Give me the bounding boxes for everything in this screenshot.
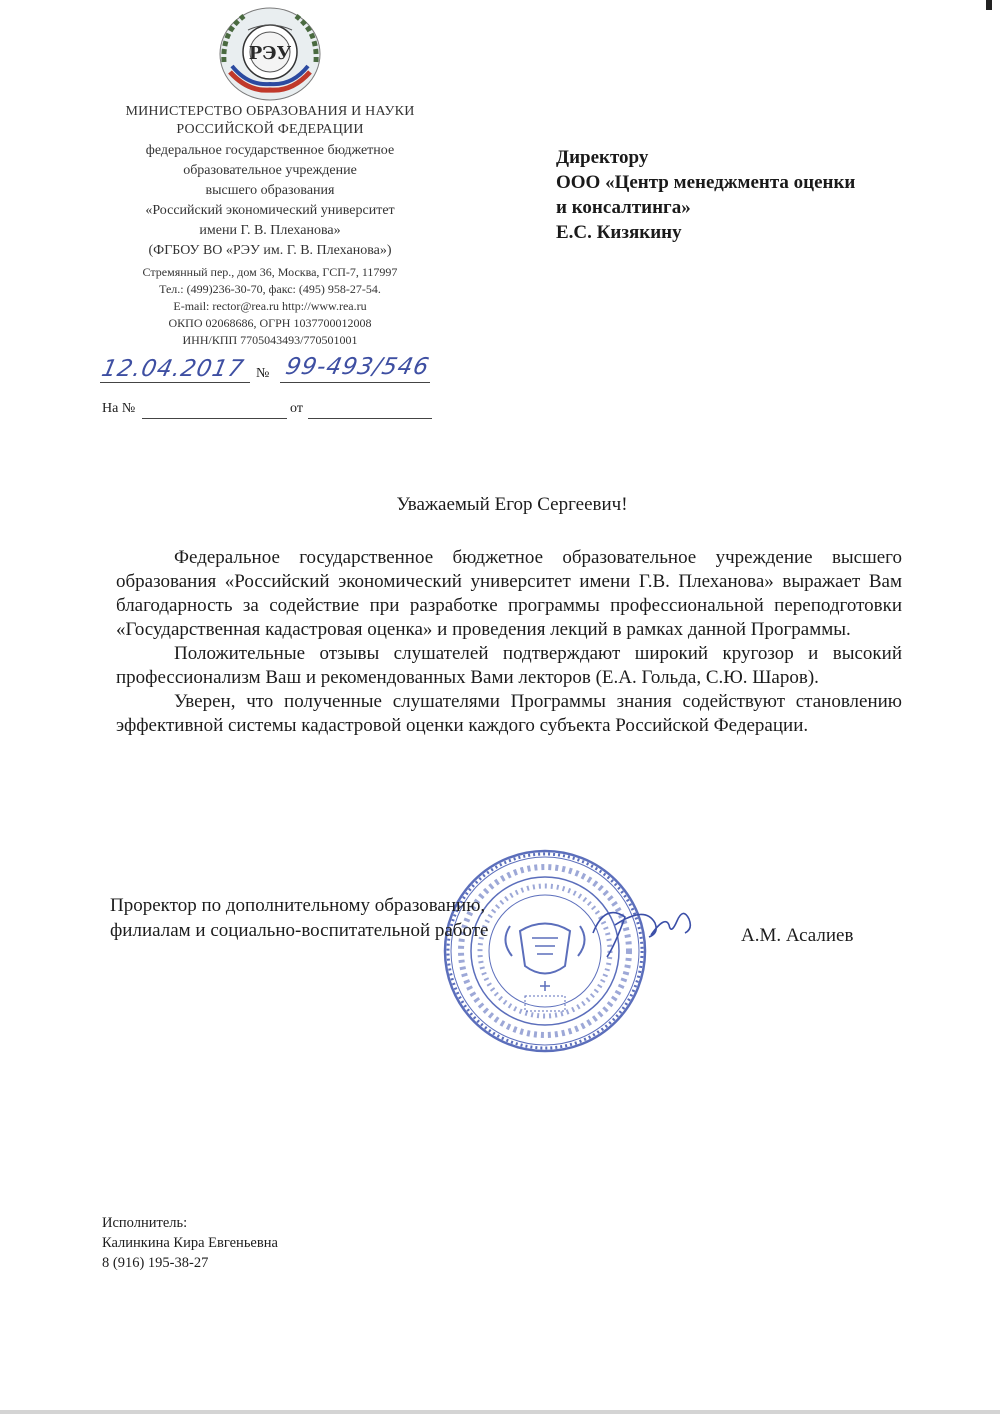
letter-body (116, 546, 902, 738)
org-inn: ИНН/КПП 7705043493/770501001 (182, 333, 358, 347)
executor-label: Исполнитель: (102, 1215, 188, 1231)
addressee-position: Директору (556, 147, 649, 168)
number-underline (280, 382, 430, 383)
org-short-name: (ФГБОУ ВО «РЭУ им. Г. В. Плеханова») (148, 243, 392, 258)
university-emblem-icon (218, 6, 322, 102)
greeting: Уважаемый Егор Сергеевич! (396, 494, 628, 515)
reference-number-line (142, 418, 287, 419)
org-line: имени Г. В. Плеханова» (199, 223, 341, 238)
org-line: «Российский экономический университет (145, 203, 395, 218)
handwritten-signature-icon (585, 895, 705, 965)
org-phone: Тел.: (499)236-30-70, факс: (495) 958-27-54. (159, 282, 381, 296)
signatory-position (110, 893, 488, 943)
addressee-name: Е.С. Кизякину (556, 222, 682, 243)
signatory-position-line: Проректор по дополнительному образованию, (110, 895, 486, 916)
addressee-company-cont: и консалтинга» (556, 197, 691, 218)
body-paragraph: Федеральное государственное бюджетное образовательное учреждение высшего образования «Российский экономический университет имени Г.В. Плеханова» выражает Вам благодарность за содействие при разработке программы профессиональной переподготовки «Государственная кадастровая оценка» и проведения лекций в рамках данной Программы. (116, 547, 902, 640)
addressee-company: ООО «Центр менеджмента оценки (556, 172, 856, 193)
executor-block (102, 1213, 278, 1273)
svg-text:РЭУ: РЭУ (248, 43, 292, 64)
organization-header (100, 103, 440, 349)
org-address: Стремянный пер., дом 36, Москва, ГСП-7, 117997 (142, 265, 398, 279)
org-line: высшего образования (205, 183, 335, 198)
body-paragraph: Положительные отзывы слушателей подтверждают широкий кругозор и высокий профессионализм Ваш и рекомендованных Вами лекторов (Е.А. Гольда, С.Ю. Шаров). (116, 643, 902, 688)
number-sign: № (256, 366, 270, 381)
reference-number-label: На № (102, 401, 136, 416)
org-line: федеральное государственное бюджетное (145, 143, 395, 158)
signatory-name: А.М. Асалиев (741, 925, 854, 946)
org-line: образовательное учреждение (183, 163, 357, 178)
body-paragraph: Уверен, что полученные слушателями Программы знания содействуют становлению эффективной системы кадастровой оценки каждого субъекта Российской Федерации. (116, 691, 902, 736)
date-underline (100, 382, 250, 383)
executor-phone: 8 (916) 195-38-27 (102, 1255, 209, 1271)
ministry-line: МИНИСТЕРСТВО ОБРАЗОВАНИЯ И НАУКИ (125, 104, 415, 119)
executor-name: Калинкина Кира Евгеньевна (102, 1235, 278, 1251)
org-okpo: ОКПО 02068686, ОГРН 1037700012008 (168, 316, 372, 330)
scan-bottom-edge (0, 1410, 1000, 1414)
ministry-line: РОССИЙСКОЙ ФЕДЕРАЦИИ (176, 122, 364, 137)
signatory-position-line: филиалам и социально-воспитательной работе (110, 920, 489, 941)
addressee-block (556, 145, 936, 245)
org-email: E-mail: rector@rea.ru http://www.rea.ru (173, 299, 367, 313)
reference-from-label: от (290, 401, 303, 416)
scan-edge-mark (986, 0, 992, 10)
reference-date-line (308, 418, 432, 419)
outgoing-registration (100, 356, 460, 386)
outgoing-number: 99-493/546 (283, 354, 432, 380)
outgoing-date: 12.04.2017 (99, 356, 247, 382)
